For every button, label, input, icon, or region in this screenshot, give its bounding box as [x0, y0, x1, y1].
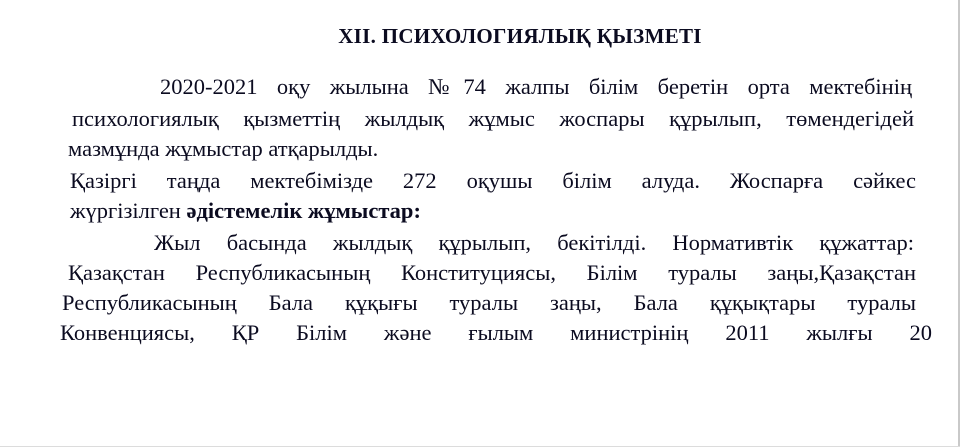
- para3-line3: Республикасының Бала құқығы туралы заңы, Бала құқықтары туралы: [62, 290, 916, 315]
- para2-line2: [70, 196, 421, 226]
- para3-line4: Конвенциясы, ҚР Білім және ғылым министрінің 2011 жылғы 20: [60, 320, 932, 345]
- para2-line2-text: жүргізілген: [70, 198, 187, 223]
- para3-line2: Қазақстан Республикасының Конституциясы, Білім туралы заңы,Қазақстан: [68, 260, 916, 285]
- section-title: XII. ПСИХОЛОГИЯЛЫҚ ҚЫЗМЕТІ: [338, 24, 702, 48]
- para1-line3: мазмұнда жұмыстар атқарылды.: [68, 136, 379, 161]
- methodical-work-label: әдістемелік жұмыстар:: [186, 198, 421, 223]
- para1-line1: 2020-2021 оқу жылына №74 жалпы білім беретін орта мектебінің: [160, 74, 912, 99]
- para1-line2: психологиялық қызметтің жылдық жұмыс жоспары құрылып, төмендегідей: [72, 106, 914, 131]
- para3-line1: Жыл басында жылдық құрылып, бекітілді. Нормативтік құжаттар:: [154, 230, 914, 255]
- para2-line1: Қазіргі таңда мектебімізде 272 оқушы білім алуда. Жоспарға сәйкес: [70, 168, 916, 193]
